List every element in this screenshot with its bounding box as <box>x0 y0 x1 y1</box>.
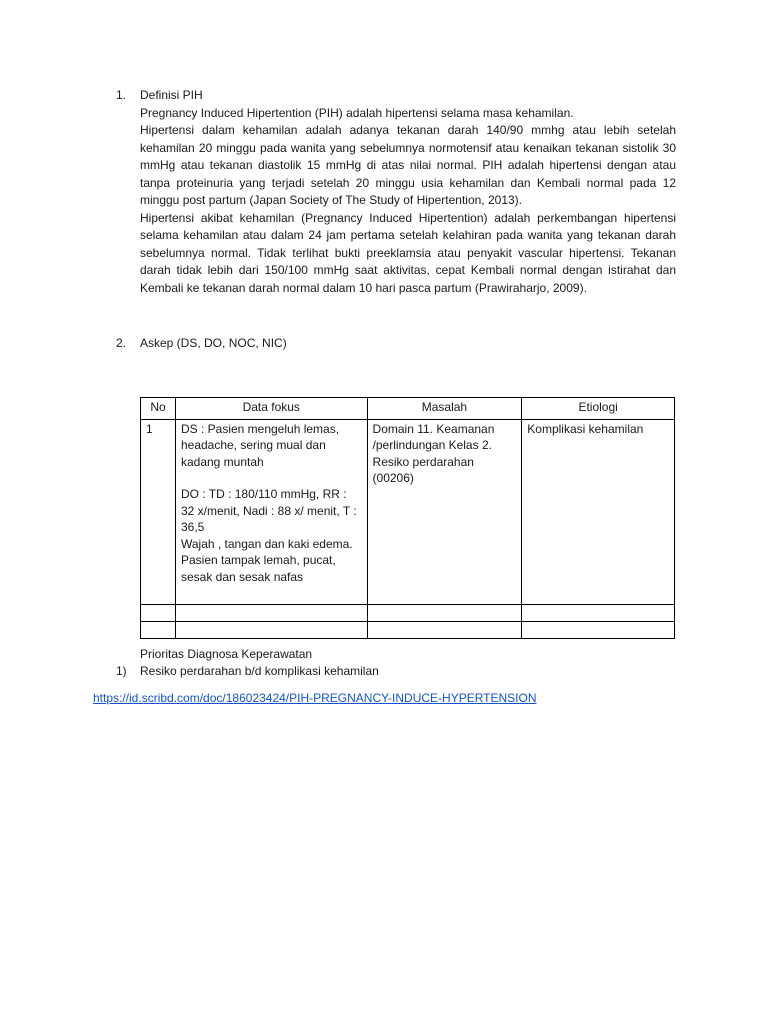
cell-etiologi: Komplikasi kehamilan <box>522 419 675 605</box>
ds-text: DS : Pasien mengeluh lemas, headache, sering mual dan kadang muntah <box>180 421 340 469</box>
section-number: 1. <box>116 88 127 102</box>
cell-no: 1 <box>141 419 176 605</box>
list-item-text: Resiko perdarahan b/d komplikasi kehamilan <box>140 664 379 678</box>
cell-empty <box>175 605 367 622</box>
table-row <box>141 605 675 622</box>
cell-masalah: Domain 11. Keamanan /perlindungan Kelas 2. Resiko perdarahan (00206) <box>367 419 522 605</box>
prioritas-list-item <box>116 663 379 680</box>
cell-empty <box>522 605 675 622</box>
cell-empty <box>367 605 522 622</box>
header-no: No <box>141 398 176 420</box>
do-vitals-text: DO : TD : 180/110 mmHg, RR : 32 x/menit, Nadi : 88 x/ menit, T : 36,5 <box>180 487 357 534</box>
cell-empty <box>522 622 675 639</box>
header-etiologi: Etiologi <box>522 398 675 420</box>
table-row <box>141 622 675 639</box>
cell-empty <box>141 605 176 622</box>
section-definisi-pih <box>116 87 676 297</box>
table-row <box>141 419 675 605</box>
cell-empty <box>175 622 367 639</box>
cell-data-fokus <box>175 419 367 605</box>
cell-empty <box>367 622 522 639</box>
header-data-fokus: Data fokus <box>175 398 367 420</box>
section-number: 2. <box>116 336 127 350</box>
paragraph: Hipertensi dalam kehamilan adalah adanya tekanan darah 140/90 mmhg atau lebih setelah kehamilan 20 minggu pada wanita yang sebelumnya normotensif atau kenaikan tekanan sistolik 30 mmHg atau tekanan diastolik 15 mmHg di atas nilai normal. PIH adalah hipertensi dengan atau tanpa proteinuria yang terjadi setelah 20 minggu usia kehamilan dan Kembali normal pada 12 minggu post partum (Japan Society of The Study of Hipertention, 2013). <box>140 123 676 207</box>
list-number: 1) <box>116 664 127 678</box>
definition-line: Pregnancy Induced Hipertention (PIH) adalah hipertensi selama masa kehamilan. <box>140 105 574 120</box>
table-header-row <box>141 398 675 420</box>
paragraph: Hipertensi akibat kehamilan (Pregnancy Induced Hipertention) adalah perkembangan hipertensi selama kehamilan atau dalam 24 jam pertama setelah kelahiran pada wanita yang tekanan darah sebelumnya normal. Tidak terlihat bukti preeklamsia atau penyakit vascular hipertensi. Tekanan darah tidak lebih dari 150/100 mmHg saat aktivitas, cepat Kembali normal dengan istirahat dan Kembali ke tekanan darah normal dalam 10 hari pasca partum (Prawiraharjo, 2009). <box>140 210 676 295</box>
cell-empty <box>141 622 176 639</box>
section-heading: Definisi PIH <box>140 88 203 102</box>
header-masalah: Masalah <box>367 398 522 420</box>
askep-table <box>140 397 675 639</box>
section-heading: Askep (DS, DO, NOC, NIC) <box>140 336 287 350</box>
do-observation-text: Wajah , tangan dan kaki edema. Pasien tampak lemah, pucat, sesak dan sesak nafas <box>180 536 353 584</box>
source-link[interactable]: https://id.scribd.com/doc/186023424/PIH-PREGNANCY-INDUCE-HYPERTENSION <box>93 691 537 705</box>
section-askep <box>116 335 676 353</box>
prioritas-heading: Prioritas Diagnosa Keperawatan <box>140 647 313 661</box>
